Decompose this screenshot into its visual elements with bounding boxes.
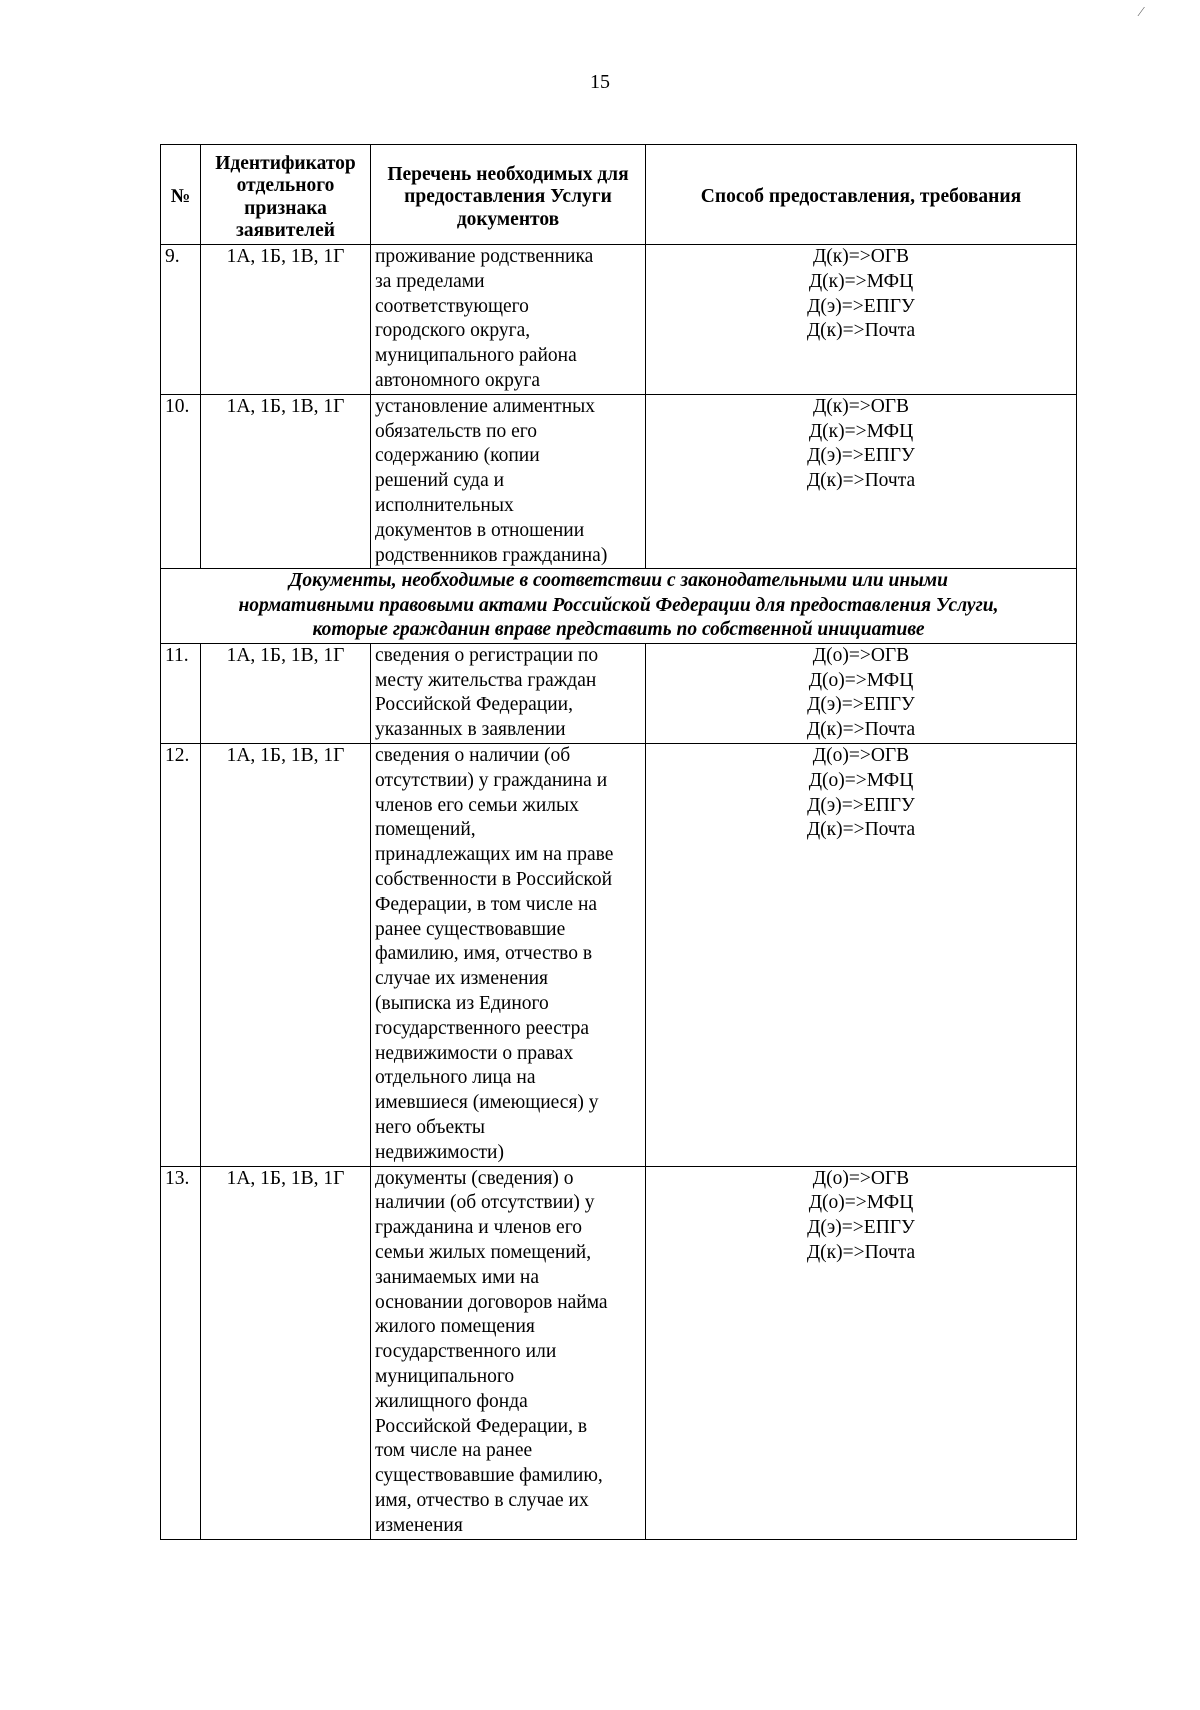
document-line: установление алиментных	[375, 395, 595, 417]
document-line: членов его семьи жилых	[375, 794, 579, 816]
document-line: имя, отчество в случае их	[375, 1489, 589, 1511]
method-line: Д(о)=>ОГВ	[812, 745, 910, 767]
document-line: сведения о наличии (об	[375, 745, 571, 767]
row-method	[646, 744, 1077, 1167]
section-heading-line: Документы, необходимые в соответствии с законодательными или иными	[289, 570, 948, 592]
method-line: Д(к)=>Почта	[806, 1241, 916, 1263]
row-number: 10.	[161, 394, 201, 569]
table-row	[161, 643, 1077, 743]
document-line: автономного округа	[375, 369, 540, 391]
document-line: (выписка из Единого	[375, 993, 549, 1015]
method-line: Д(о)=>МФЦ	[808, 769, 914, 791]
row-documents	[371, 1166, 646, 1539]
row-method	[646, 245, 1077, 395]
scan-mark: ⁄	[1140, 5, 1143, 20]
document-line: существовавшие фамилию,	[375, 1465, 603, 1487]
document-line: недвижимости о правах	[375, 1042, 574, 1064]
document-line: обязательств по его	[375, 420, 538, 442]
method-line: Д(о)=>ОГВ	[812, 644, 910, 666]
method-line: Д(о)=>МФЦ	[808, 1192, 914, 1214]
row-documents	[371, 394, 646, 569]
document-line: соответствующего	[375, 295, 529, 317]
document-line: исполнительных	[375, 494, 514, 516]
document-line: том числе на ранее	[375, 1440, 533, 1462]
document-line: имевшиеся (имеющиеся) у	[375, 1092, 599, 1114]
document-line: Российской Федерации,	[375, 694, 573, 716]
method-line: Д(э)=>ЕПГУ	[807, 694, 915, 716]
row-identifier: 1А, 1Б, 1В, 1Г	[201, 394, 371, 569]
row-identifier: 1А, 1Б, 1В, 1Г	[201, 744, 371, 1167]
method-line: Д(к)=>Почта	[806, 819, 916, 841]
method-line: Д(э)=>ЕПГУ	[807, 445, 915, 467]
document-line: государственного или	[375, 1341, 557, 1363]
document-line: недвижимости)	[375, 1141, 504, 1163]
document-line: решений суда и	[375, 470, 505, 492]
header-documents: Перечень необходимых для предоставления Услуги документов	[371, 145, 646, 245]
document-line: родственников гражданина)	[375, 544, 608, 566]
document-line: него объекты	[375, 1117, 485, 1138]
document-line: документов в отношении	[375, 519, 585, 541]
header-identifier: Идентификатор отдельного признака заявителей	[201, 145, 371, 245]
row-documents	[371, 744, 646, 1167]
document-line: за пределами	[375, 270, 485, 292]
row-method	[646, 643, 1077, 743]
document-line: содержанию (копии	[375, 445, 540, 467]
table-row	[161, 744, 1077, 1167]
document-line: занимаемых ими на	[375, 1266, 539, 1288]
row-method	[646, 1166, 1077, 1539]
method-line: Д(к)=>ОГВ	[812, 395, 910, 417]
method-line: Д(э)=>ЕПГУ	[807, 295, 915, 317]
table-row	[161, 394, 1077, 569]
document-line: отдельного лица на	[375, 1067, 536, 1089]
page-number: 15	[590, 71, 610, 93]
row-documents	[371, 245, 646, 395]
table-row	[161, 1166, 1077, 1539]
document-line: документы (сведения) о	[375, 1167, 574, 1189]
method-line: Д(к)=>МФЦ	[808, 420, 914, 442]
section-heading-row	[161, 569, 1077, 644]
method-line: Д(о)=>МФЦ	[808, 669, 914, 691]
section-heading-line: которые гражданин вправе представить по собственной инициативе	[312, 619, 925, 641]
document-line: муниципального района	[375, 345, 577, 367]
row-identifier: 1А, 1Б, 1В, 1Г	[201, 1166, 371, 1539]
document-line: принадлежащих им на праве	[375, 844, 614, 866]
document-line: Федерации, в том числе на	[375, 893, 598, 915]
document-line: изменения	[375, 1514, 463, 1536]
row-number: 11.	[161, 643, 201, 743]
document-line: муниципального	[375, 1365, 515, 1387]
row-identifier: 1А, 1Б, 1В, 1Г	[201, 245, 371, 395]
method-line: Д(о)=>ОГВ	[812, 1167, 910, 1189]
document-line: Российской Федерации, в	[375, 1415, 588, 1437]
document-line: государственного реестра	[375, 1017, 590, 1039]
method-line: Д(к)=>ОГВ	[812, 246, 910, 267]
document-line: семьи жилых помещений,	[375, 1241, 592, 1263]
row-identifier: 1А, 1Б, 1В, 1Г	[201, 643, 371, 743]
document-line: основании договоров найма	[375, 1291, 608, 1313]
row-number: 9.	[161, 245, 201, 395]
document-line: месту жительства граждан	[375, 669, 597, 691]
method-line: Д(э)=>ЕПГУ	[807, 794, 915, 816]
table-header-row	[161, 145, 1077, 245]
document-line: городского округа,	[375, 320, 531, 342]
document-line: помещений,	[375, 819, 476, 841]
document-line: указанных в заявлении	[375, 719, 566, 741]
document-line: отсутствии) у гражданина и	[375, 769, 608, 791]
header-num: №	[161, 145, 201, 245]
row-method	[646, 394, 1077, 569]
document-line: жилого помещения	[375, 1316, 535, 1338]
method-line: Д(э)=>ЕПГУ	[807, 1217, 915, 1239]
row-number: 12.	[161, 744, 201, 1167]
document-line: сведения о регистрации по	[375, 644, 599, 666]
document-line: наличии (об отсутствии) у	[375, 1192, 595, 1214]
method-line: Д(к)=>Почта	[806, 719, 916, 741]
document-line: фамилию, имя, отчество в	[375, 943, 593, 965]
document-line: гражданина и членов его	[375, 1217, 582, 1239]
method-line: Д(к)=>Почта	[806, 470, 916, 492]
document-line: случае их изменения	[375, 968, 548, 990]
section-heading-line: нормативными правовыми актами Российской Федерации для предоставления Услуги,	[238, 594, 999, 616]
document-line: проживание родственника	[375, 246, 594, 267]
section-heading	[161, 569, 1077, 644]
header-method: Способ предоставления, требования	[646, 145, 1077, 245]
document-line: собственности в Российской	[375, 869, 613, 891]
documents-table	[160, 144, 1077, 1540]
row-documents	[371, 643, 646, 743]
row-number: 13.	[161, 1166, 201, 1539]
method-line: Д(к)=>МФЦ	[808, 270, 914, 292]
method-line: Д(к)=>Почта	[806, 320, 916, 342]
table-row	[161, 245, 1077, 395]
document-line: жилищного фонда	[375, 1390, 528, 1412]
document-line: ранее существовавшие	[375, 918, 566, 940]
